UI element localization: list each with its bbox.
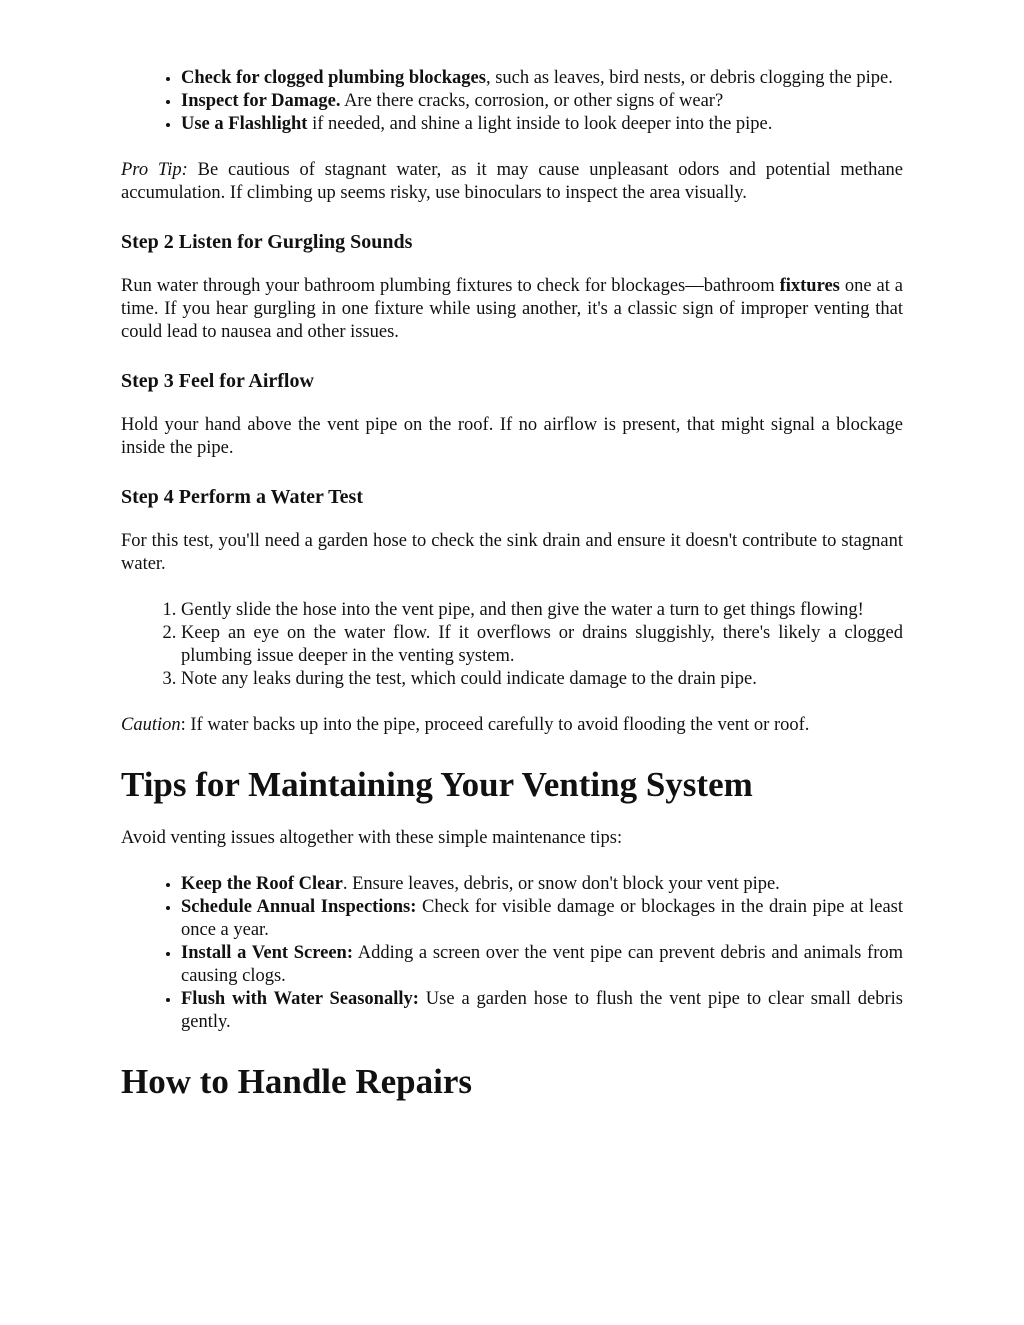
inspection-bullet-list (121, 67, 903, 136)
step3-heading: Step 3 Feel for Airflow (121, 370, 314, 392)
bullet-text: if needed, and shine a light inside to look deeper into the pipe. (307, 114, 773, 134)
bullet-text: Check for visible damage or blockages in the drain pipe at least once a year. (181, 897, 903, 940)
bullet-strong: Use a Flashlight (181, 114, 308, 134)
maintenance-bullet-list (121, 873, 903, 1034)
bullet-strong: Flush with Water Seasonally: (181, 989, 419, 1009)
bullet-text: Adding a screen over the vent pipe can prevent debris and animals from causing clogs. (181, 943, 903, 986)
bullet-strong: Schedule Annual Inspections: (181, 897, 417, 917)
document-page (121, 67, 903, 1102)
bullet-strong: Keep the Roof Clear (181, 874, 343, 894)
maintenance-heading: Tips for Maintaining Your Venting System (121, 765, 753, 804)
list-item: 1. Gently slide the hose into the vent pipe, and then give the water a turn to get things flowing! (181, 599, 903, 622)
step2-paragraph (121, 275, 903, 344)
repairs-heading: How to Handle Repairs (121, 1062, 472, 1101)
pro-tip-label: Pro Tip: (121, 160, 188, 180)
list-item (181, 113, 903, 136)
list-item: 2. Keep an eye on the water flow. If it overflows or drains sluggishly, there's likely a clogged plumbing issue deeper in the venting system. (181, 622, 903, 668)
caution-paragraph (121, 714, 903, 737)
caution-text: : If water backs up into the pipe, proceed carefully to avoid flooding the vent or roof. (180, 715, 810, 735)
step2-text-after: one at a time. If you hear gurgling in one fixture while using another, it's a classic sign of improper venting that could lead to nausea and other issues. (121, 276, 903, 342)
step2-text-before: Run water through your bathroom plumbing fixtures to check for blockages—bathroom (121, 276, 780, 296)
bullet-text: , such as leaves, bird nests, or debris clogging the pipe. (485, 68, 893, 88)
bullet-text: Use a garden hose to flush the vent pipe to clear small debris gently. (181, 989, 903, 1032)
pro-tip-paragraph (121, 159, 903, 205)
step2-heading: Step 2 Listen for Gurgling Sounds (121, 231, 413, 253)
list-item (181, 873, 903, 896)
bullet-strong: Inspect for Damage. (181, 91, 341, 111)
list-item (181, 90, 903, 113)
step4-paragraph: For this test, you'll need a garden hose to check the sink drain and ensure it doesn't contribute to stagnant water. (121, 531, 903, 574)
step2-text-bold: fixtures (779, 276, 840, 296)
pro-tip-text: Be cautious of stagnant water, as it may cause unpleasant odors and potential methane accumulation. If climbing up seems risky, use binoculars to inspect the area visually. (121, 160, 903, 203)
water-test-list (121, 599, 903, 691)
bullet-strong: Install a Vent Screen: (181, 943, 354, 963)
list-item (181, 896, 903, 942)
step3-paragraph: Hold your hand above the vent pipe on the roof. If no airflow is present, that might signal a blockage inside the pipe. (121, 415, 903, 458)
bullet-text: Are there cracks, corrosion, or other signs of wear? (340, 91, 724, 111)
bullet-text: . Ensure leaves, debris, or snow don't block your vent pipe. (342, 874, 780, 894)
list-item (181, 988, 903, 1034)
list-item (181, 942, 903, 988)
list-item (181, 67, 903, 90)
caution-label: Caution (121, 715, 181, 735)
bullet-strong: Check for clogged plumbing blockages (181, 68, 486, 88)
maintenance-intro: Avoid venting issues altogether with these simple maintenance tips: (121, 828, 623, 848)
step4-heading: Step 4 Perform a Water Test (121, 486, 364, 508)
list-item: 3. Note any leaks during the test, which could indicate damage to the drain pipe. (181, 668, 903, 691)
